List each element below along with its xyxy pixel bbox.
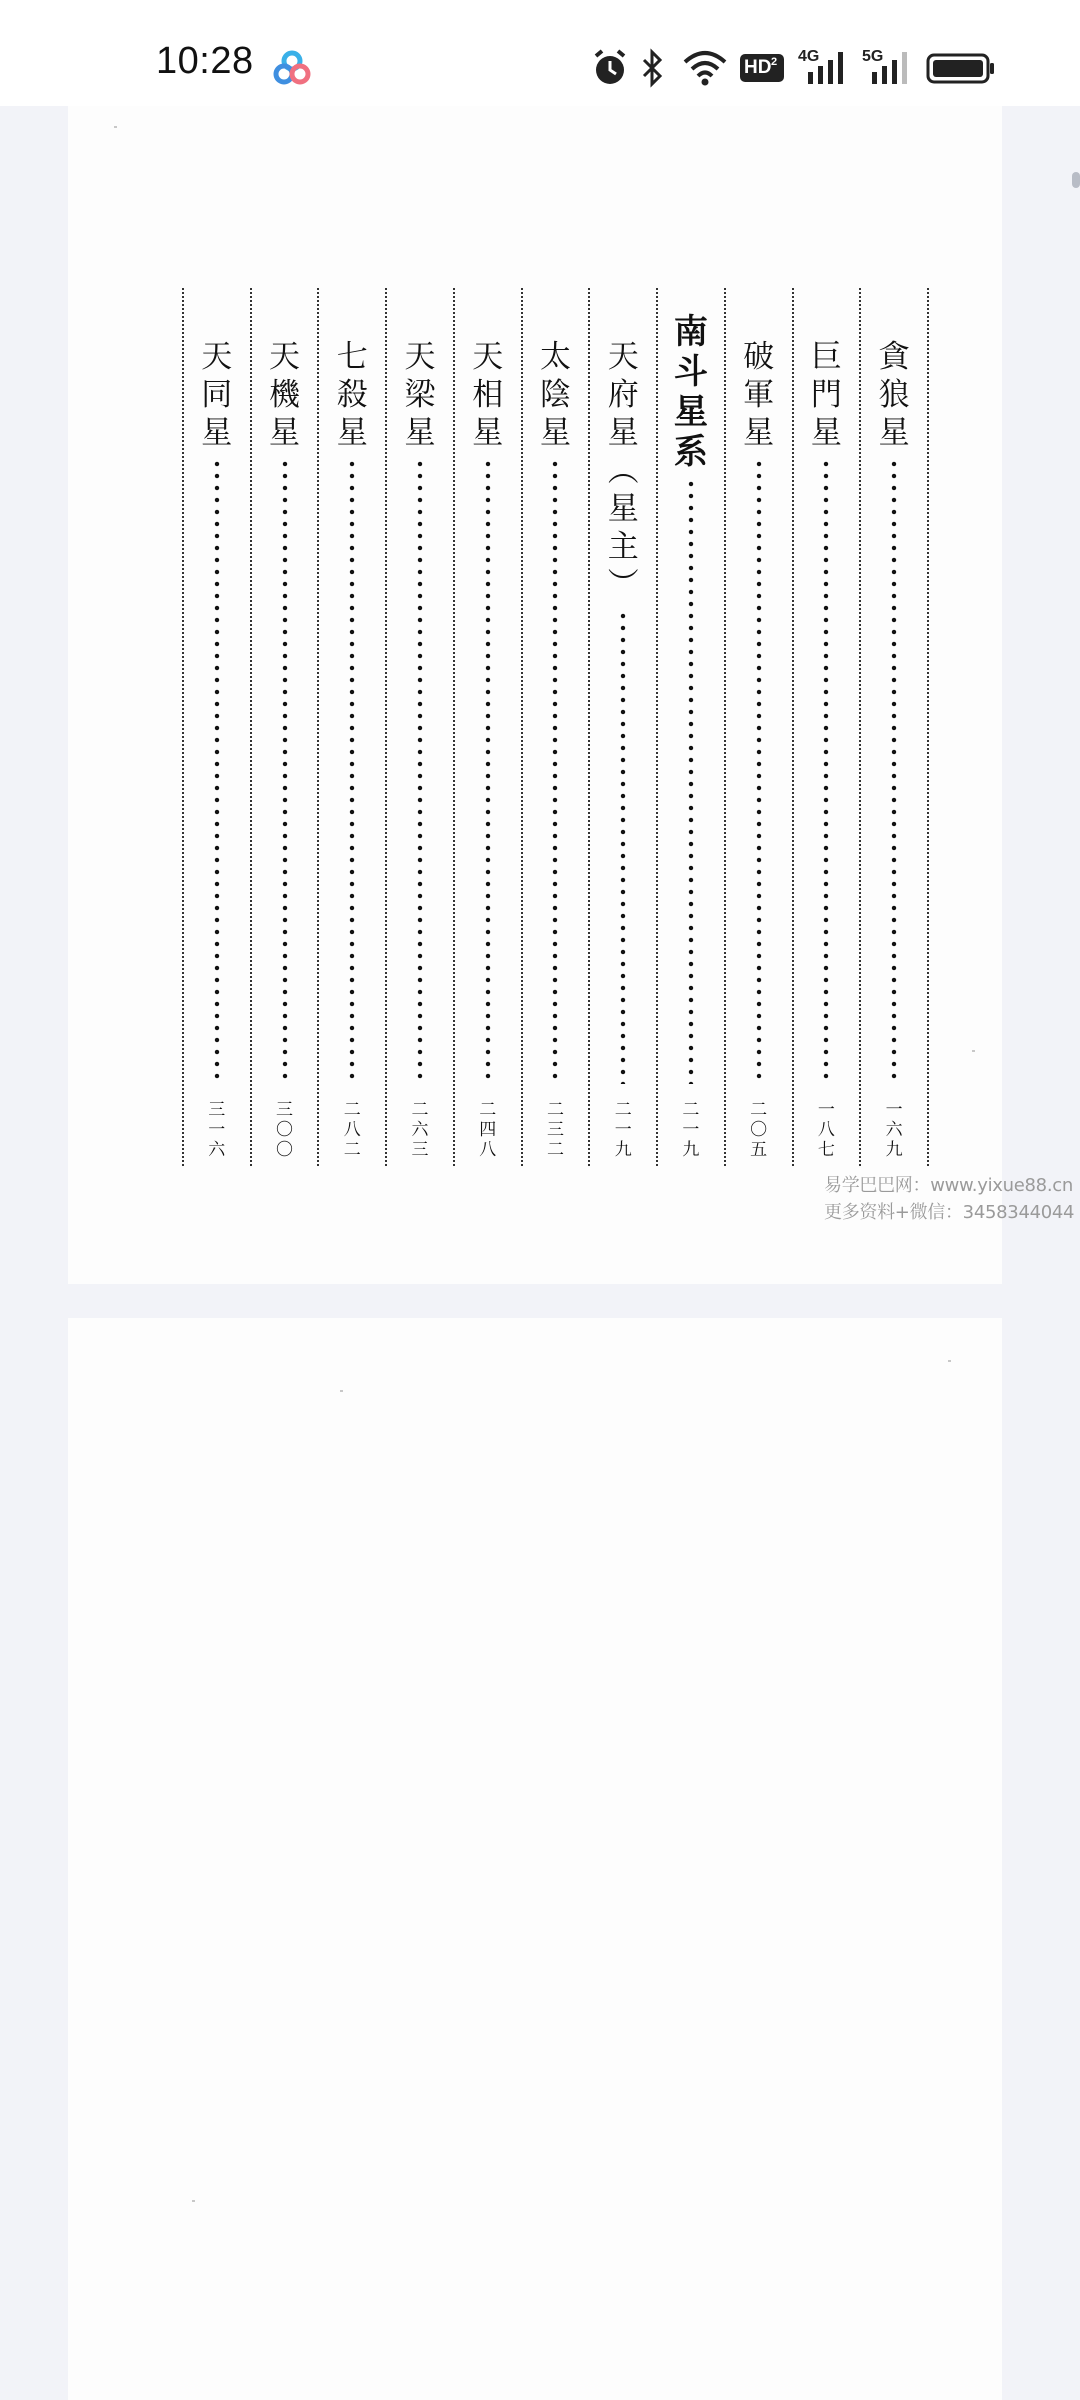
hd-label: HD [744,57,772,78]
toc-entry-title: 天 府 星 ︵ 星 主 ︶ [607,339,639,603]
toc-entry-title: 七 殺 星 [336,339,368,451]
scan-speck [340,1390,343,1392]
toc-leader-dots [417,458,423,1084]
watermark [824,1172,1074,1226]
toc-entry[interactable] [656,288,724,1166]
scrollbar-thumb[interactable] [1072,172,1080,188]
toc-entry-page-number: 二 六 三 [411,1100,429,1160]
toc-leader-dots [282,458,288,1084]
toc-leader-dots [485,458,491,1084]
toc-entry[interactable] [588,288,656,1166]
toc-entry[interactable] [859,288,927,1166]
toc-leader-dots [620,610,626,1084]
toc-entry-page-number: 二 一 九 [682,1100,700,1160]
toc-entry-title: 天 相 星 [472,339,504,451]
toc-entry-page-number: 二 八 二 [343,1100,361,1160]
toc-leader-dots [552,458,558,1084]
toc-entry-page-number: 二 〇 五 [750,1100,768,1160]
toc-entry-page-number: 二 四 八 [479,1100,497,1160]
alarm-icon [592,48,628,88]
toc-entry-title: 天 同 星 [201,339,233,451]
toc-leader-dots [756,458,762,1084]
hd-sub-label: 2 [771,56,778,68]
table-of-contents [182,288,929,1166]
signal-4g-icon [798,48,848,88]
toc-entry-title: 天 機 星 [269,339,301,451]
toc-entry[interactable] [724,288,792,1166]
hd-voice-icon [740,54,784,82]
toc-entry-page-number: 一 六 九 [885,1100,903,1160]
toc-entry[interactable] [250,288,318,1166]
toc-leader-dots [688,478,694,1084]
status-bar [0,0,1080,106]
watermark-line-2: 更多资料+微信：3458344044 [824,1202,1075,1223]
wifi-icon [682,48,728,88]
signal-5g-icon [862,48,912,88]
network-4g-label: 4G [798,48,820,65]
toc-entry[interactable] [385,288,453,1166]
scan-speck [972,1050,975,1052]
toc-entry[interactable] [184,288,250,1166]
toc-entry[interactable] [317,288,385,1166]
toc-entry-page-number: 二 一 九 [614,1100,632,1160]
toc-entry-title: 天 梁 星 [404,339,436,451]
document-page-2 [68,1318,1002,2400]
document-page-1 [68,106,1002,1284]
toc-leader-dots [891,458,897,1084]
toc-entry-title: 南 斗 星 系 [673,312,708,472]
toc-entry[interactable] [453,288,521,1166]
toc-leader-dots [349,458,355,1084]
toc-entry-page-number: 三 一 六 [208,1100,226,1160]
bluetooth-icon [640,48,664,88]
app-logo-icon [272,48,312,88]
toc-entry[interactable] [792,288,860,1166]
network-5g-label: 5G [862,48,884,65]
toc-entry-title: 破 軍 星 [743,339,775,451]
toc-entry-title: 貪 狼 星 [878,339,910,451]
status-time: 10:28 [156,40,254,82]
toc-entry-page-number: 二 三 二 [546,1100,564,1160]
scan-speck [192,2200,195,2202]
battery-icon [926,48,996,88]
scan-speck [948,1360,951,1362]
toc-leader-dots [214,458,220,1084]
toc-entry-title: 巨 門 星 [810,339,842,451]
toc-entry[interactable] [521,288,589,1166]
scan-speck [114,126,117,128]
toc-entry-page-number: 一 八 七 [817,1100,835,1160]
toc-entry-page-number: 三 〇 〇 [276,1100,294,1160]
toc-entry-title: 太 陰 星 [539,339,571,451]
watermark-line-1: 易学巴巴网：www.yixue88.cn [824,1175,1073,1196]
toc-leader-dots [823,458,829,1084]
